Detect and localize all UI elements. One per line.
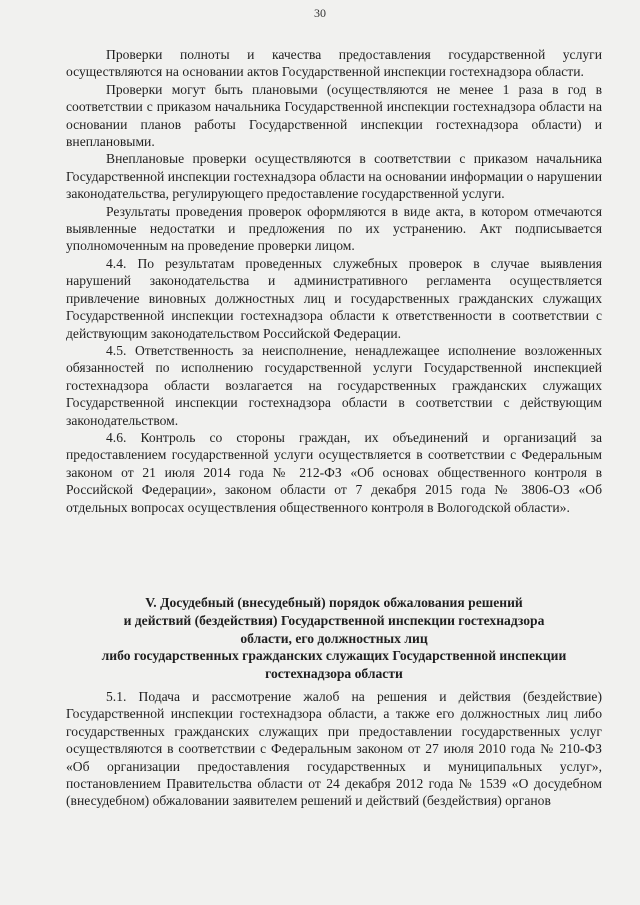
paragraph-4-5: 4.5. Ответственность за неисполнение, ненадлежащее исполнение возложенных обязанностей по исполнению государственной услуги Государственной инспекцией гостехнадзора области возлагается на государственных гражданских служащих Государственной инспекции гостехнадзора области в соответствии с действующим законодательством.	[66, 342, 602, 428]
paragraph: Проверки полноты и качества предоставления государственной услуги осуществляются на основании актов Государственной инспекции гостехнадзора области.	[66, 47, 602, 80]
section-4-text	[66, 46, 602, 516]
paragraph: Проверки могут быть плановыми (осуществляются не менее 1 раза в год в соответствии с приказом начальника Государственной инспекции гостехнадзора области на основании планов работы Государственной инспекции гостехнадзора области) и внеплановыми.	[66, 81, 602, 150]
paragraph-4-4: 4.4. По результатам проведенных служебных проверок в случае выявления нарушений законодательства и административного регламента осуществляется привлечение виновных должностных лиц и государственных гражданских служащих Государственной инспекции гостехнадзора области к ответственности в соответствии с действующим законодательством Российской Федерации.	[66, 255, 602, 341]
paragraph: Внеплановые проверки осуществляются в соответствии с приказом начальника Государственной инспекции гостехнадзора области на основании информации о нарушении законодательства, регулирующего предоставление государственной услуги.	[66, 151, 602, 202]
paragraph-5-1: 5.1. Подача и рассмотрение жалоб на решения и действия (бездействие) Государственной инспекции гостехнадзора области, а также его должностных лиц либо государственных гражданских служащих при предоставлении государственных услуг осуществляются в соответствии с Федеральным законом от 27 июля 2010 года № 210-ФЗ «Об организации предоставления государственных и муниципальных услуг», постановлением Правительства области от 24 декабря 2012 года № 1539 «О досудебном (внесудебном) обжаловании заявителем решений и действий (бездействия) органов	[66, 689, 602, 809]
page-number: 30	[314, 6, 326, 20]
paragraph-4-6: 4.6. Контроль со стороны граждан, их объединений и организаций за предоставлением государственной услуги осуществляется в соответствии с Федеральным законом от 21 июля 2014 года № 212-ФЗ «Об основах общественного контроля в Российской Федерации», законом области от 7 декабря 2015 года № 3806-ОЗ «Об отдельных вопросах осуществления общественного контроля в Вологодской области».	[66, 429, 602, 515]
heading-line: V. Досудебный (внесудебный) порядок обжалования решений	[145, 595, 523, 610]
paragraph: Результаты проведения проверок оформляются в виде акта, в котором отмечаются выявленные недостатки и предложения по их устранению. Акт подписывается уполномоченным на проведение проверки лицом.	[66, 203, 602, 254]
section-v-heading	[66, 594, 602, 683]
heading-line: либо государственных гражданских служащих Государственной инспекции	[101, 648, 567, 664]
section-5-text	[66, 688, 602, 810]
heading-line: гостехнадзора области	[265, 666, 403, 682]
heading-line: и действий (бездействия) Государственной инспекции гостехнадзора	[123, 612, 545, 628]
heading-line: области, его должностных лиц	[240, 630, 428, 646]
